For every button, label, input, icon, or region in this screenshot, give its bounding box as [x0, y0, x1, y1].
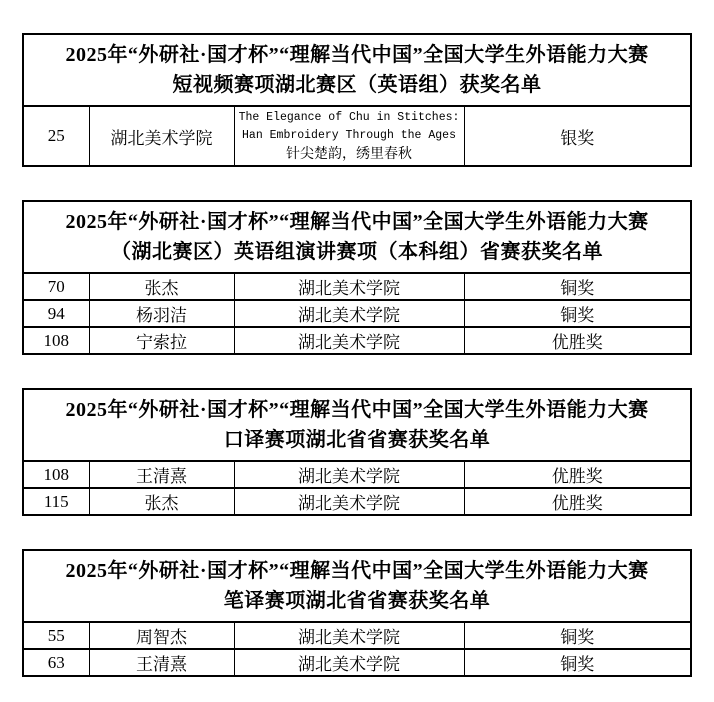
title-row [23, 34, 691, 106]
cell-school: 湖北美术学院 [234, 327, 464, 354]
work-title-en-line-2: Han Embroidery Through the Ages [242, 128, 456, 142]
award-table-interpreting [22, 388, 692, 516]
title-row [23, 201, 691, 273]
title-line-1: 2025年“外研社·国才杯”“理解当代中国”全国大学生外语能力大赛 [65, 211, 649, 233]
table-row [23, 327, 691, 354]
cell-school: 湖北美术学院 [89, 106, 234, 166]
cell-award: 优胜奖 [464, 327, 691, 354]
table-title [23, 201, 691, 273]
cell-award: 优胜奖 [464, 461, 691, 488]
title-line-2: 口译赛项湖北省省赛获奖名单 [223, 429, 491, 451]
cell-name: 张杰 [89, 488, 234, 515]
cell-name: 张杰 [89, 273, 234, 300]
title-row [23, 550, 691, 622]
table-title [23, 550, 691, 622]
cell-number: 115 [23, 488, 89, 515]
title-line-1: 2025年“外研社·国才杯”“理解当代中国”全国大学生外语能力大赛 [65, 399, 649, 421]
title-line-2: 短视频赛项湖北赛区（英语组）获奖名单 [172, 74, 542, 96]
table-row [23, 622, 691, 649]
cell-school: 湖北美术学院 [234, 622, 464, 649]
cell-school: 湖北美术学院 [234, 649, 464, 676]
table-row [23, 488, 691, 515]
table-title [23, 389, 691, 461]
cell-school: 湖北美术学院 [234, 488, 464, 515]
cell-award: 铜奖 [464, 300, 691, 327]
cell-number: 108 [23, 327, 89, 354]
cell-name: 王清熹 [89, 461, 234, 488]
cell-school: 湖北美术学院 [234, 300, 464, 327]
title-line-1: 2025年“外研社·国才杯”“理解当代中国”全国大学生外语能力大赛 [65, 560, 649, 582]
cell-number: 70 [23, 273, 89, 300]
cell-work-title [234, 106, 464, 166]
table-row [23, 106, 691, 166]
table-row [23, 273, 691, 300]
cell-school: 湖北美术学院 [234, 461, 464, 488]
work-title-en-line-1: The Elegance of Chu in Stitches: [238, 110, 460, 124]
cell-award: 银奖 [464, 106, 691, 166]
award-table-speech [22, 200, 692, 355]
table-row [23, 461, 691, 488]
cell-name: 宁索拉 [89, 327, 234, 354]
cell-number: 108 [23, 461, 89, 488]
cell-number: 55 [23, 622, 89, 649]
cell-award: 铜奖 [464, 649, 691, 676]
cell-number: 94 [23, 300, 89, 327]
cell-award: 优胜奖 [464, 488, 691, 515]
table-row [23, 649, 691, 676]
cell-name: 杨羽洁 [89, 300, 234, 327]
cell-number: 63 [23, 649, 89, 676]
award-table-short-video [22, 33, 692, 167]
cell-award: 铜奖 [464, 273, 691, 300]
table-row [23, 300, 691, 327]
cell-award: 铜奖 [464, 622, 691, 649]
cell-name: 周智杰 [89, 622, 234, 649]
title-row [23, 389, 691, 461]
title-line-2: 笔译赛项湖北省省赛获奖名单 [223, 590, 491, 612]
cell-name: 王清熹 [89, 649, 234, 676]
award-table-translation [22, 549, 692, 677]
cell-school: 湖北美术学院 [234, 273, 464, 300]
work-title-zh: 针尖楚韵，绣里春秋 [286, 146, 412, 162]
title-line-2: （湖北赛区）英语组演讲赛项（本科组）省赛获奖名单 [111, 241, 604, 263]
table-title [23, 34, 691, 106]
title-line-1: 2025年“外研社·国才杯”“理解当代中国”全国大学生外语能力大赛 [65, 44, 649, 66]
cell-number: 25 [23, 106, 89, 166]
